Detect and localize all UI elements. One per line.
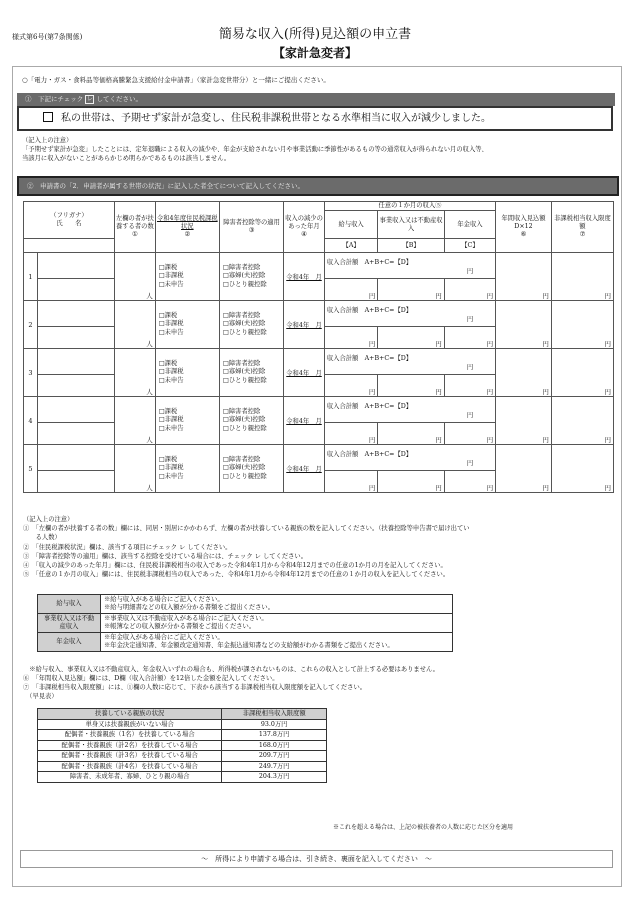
header-limit-label: 非課税相当収入限度額 [554, 215, 611, 230]
yen-unit: 円 [368, 340, 376, 348]
disability-option[interactable]: □ひとり親控除 [222, 376, 267, 384]
notes-section2 [23, 515, 617, 579]
yen-unit: 円 [368, 388, 376, 396]
quick-ref-status: 配偶者・扶養親族（計4名）を扶養している場合 [38, 761, 222, 772]
total-label: 収入合計額 A+B+C=【D】 [326, 450, 413, 458]
header-decrease-month-label: 収入の減少のあった年月 [285, 215, 323, 230]
quick-ref-header-status: 扶養している親族の状況 [38, 709, 222, 720]
yen-unit: 円 [435, 484, 442, 492]
business-field[interactable] [378, 471, 444, 493]
annual-field[interactable] [496, 397, 552, 445]
yen-unit: 円 [368, 436, 376, 444]
yen-unit: 円 [368, 292, 376, 300]
note-line: ※給与収入、事業収入又は不動産収入、年金収入いずれの場合も、所得税が課されないものは、これらの収入として計上する必要はありません。 [23, 666, 439, 673]
disability-option[interactable]: □ひとり親控除 [222, 328, 267, 336]
tax-option[interactable]: □非課税 [158, 464, 184, 472]
income-total-field[interactable] [324, 445, 495, 471]
tax-option[interactable]: □課税 [158, 311, 178, 319]
statement-text: 私の世帯は、予期せず家計が急変し、住民税非課税世帯となる水準相当に収入が減少しました。 [61, 113, 491, 124]
quick-ref-status: 配偶者・扶養親族（計3名）を扶養している場合 [38, 751, 222, 762]
yen-unit: 円 [486, 436, 494, 444]
decrease-month-field[interactable] [284, 253, 325, 301]
pension-field[interactable] [444, 327, 495, 349]
quick-ref-status: 配偶者・扶養親族（計2名）を扶養している場合 [38, 740, 222, 751]
header-n4: ④ [301, 231, 307, 238]
header-C: 【C】 [444, 239, 495, 253]
decrease-month-field[interactable] [284, 349, 325, 397]
header-decrease-month [284, 202, 325, 253]
docs-value [101, 595, 453, 614]
header-annual [496, 202, 552, 253]
header-dependents-label: 左欄の者が扶養する者の数 [115, 215, 154, 230]
disability-option[interactable]: □寡婦(夫)控除 [222, 368, 266, 376]
note-line: ⑤ 「任意の１か月の収入」欄には、住民税非課税相当の収入であった、令和4年1月から令和4年12月までの任意の１か月の収入を記入してください。 [23, 571, 450, 579]
income-total-field[interactable] [324, 349, 495, 375]
tax-option[interactable]: □未申告 [158, 376, 184, 384]
note-line: ⑦ 「非課税相当収入限度額」には、①欄の人数に応じて、下表から該当する非課税相当収入限度額を記入してください。 [23, 684, 367, 691]
yen-unit: 円 [604, 292, 611, 300]
tax-option[interactable]: □課税 [158, 407, 178, 415]
header-annual-label: 年間収入見込額 [501, 215, 546, 222]
yen-unit: 円 [486, 292, 494, 300]
disability-option[interactable]: □障害者控除 [222, 311, 261, 319]
yen-unit: 円 [486, 388, 494, 396]
header-A: 【A】 [324, 239, 378, 253]
docs-key: 年金収入 [38, 633, 101, 652]
limit-field[interactable] [551, 301, 613, 349]
quick-ref-header-limit: 非課税相当収入限度額 [222, 709, 327, 720]
month-text: 令和4年 月 [286, 466, 322, 473]
docs-line: ※事業収入又は不動産収入がある場合にご記入ください。 [104, 615, 268, 622]
header-n1: ① [132, 231, 138, 238]
quick-ref-limit: 137.8万円 [222, 730, 327, 741]
docs-key: 給与収入 [38, 595, 101, 614]
disability-option[interactable]: □ひとり親控除 [222, 424, 267, 432]
tax-status-options [155, 253, 219, 301]
business-field[interactable] [378, 375, 444, 397]
header-tax-status [155, 202, 219, 253]
statement-checkbox[interactable] [43, 112, 53, 122]
name-field[interactable] [37, 375, 114, 397]
tax-option[interactable]: □非課税 [158, 368, 184, 376]
name-field[interactable] [37, 471, 114, 493]
table-row [24, 253, 614, 279]
yen-unit: 円 [486, 484, 494, 492]
note-line: ③ 「障害者控除等の適用」欄は、該当する控除を受けている場合には、チェック レ してください。 [23, 552, 308, 560]
footer-note: ～ 所得により申請する場合は、引き続き、裏面を記入してください ～ [20, 850, 613, 868]
yen-unit: 円 [604, 340, 611, 348]
table-row [24, 397, 614, 423]
pension-field[interactable] [444, 279, 495, 301]
yen-unit: 円 [542, 340, 549, 348]
section1-bar [17, 93, 615, 106]
kana-field[interactable] [37, 253, 114, 279]
tax-option[interactable]: □未申告 [158, 280, 184, 288]
tax-status-options [155, 397, 219, 445]
yen-unit: 円 [466, 363, 474, 371]
header-B: 【B】 [378, 239, 444, 253]
month-text: 令和4年 月 [286, 418, 322, 425]
tax-option[interactable]: □課税 [158, 263, 178, 271]
page-title: 簡易な収入(所得)見込額の申立書 [218, 27, 412, 42]
yen-unit: 円 [542, 436, 549, 444]
disability-option[interactable]: □ひとり親控除 [222, 280, 267, 288]
note-line: ④ 「収入の減少のあった年月」欄には、住民税非課税相当の収入であった令和4年1月から令和4年12月までの任意の1か月の月を記入してください。 [23, 562, 447, 570]
note-line: （早見表） [23, 693, 58, 700]
quick-ref-status: 単身又は扶養親族がいない場合 [38, 719, 222, 730]
yen-unit: 円 [435, 340, 442, 348]
header-disability-label: 障害者控除等の適用 [223, 219, 280, 226]
quick-ref-limit: 249.7万円 [222, 761, 327, 772]
dependents-field[interactable] [115, 445, 156, 493]
header-business: 事業収入又は不動産収入 [378, 211, 444, 239]
note-line: ⑥ 「年間収入見込額」欄には、D欄（収入合計額）を12倍した金額を記入してください。 [23, 675, 279, 682]
person-unit: 人 [146, 436, 153, 444]
row-number: 2 [24, 301, 38, 349]
kana-field[interactable] [37, 397, 114, 423]
disability-option[interactable]: □寡婦(夫)控除 [222, 320, 266, 328]
tax-option[interactable]: □未申告 [158, 328, 184, 336]
disability-option[interactable]: □寡婦(夫)控除 [222, 272, 266, 280]
section1-bar-text: ① 下記にチェック [25, 95, 84, 103]
docs-line: ※年金決定通知書、年金額改定通知書、年金振込通知書などの支給額がわかる書類をご提出ください。 [104, 642, 394, 649]
check-mark-icon: レ [86, 95, 93, 103]
section1-notes [22, 136, 616, 163]
salary-field[interactable] [324, 471, 378, 493]
person-unit: 人 [146, 340, 153, 348]
tax-option[interactable]: □非課税 [158, 272, 184, 280]
header-dependents [115, 202, 156, 253]
annual-field[interactable] [496, 349, 552, 397]
limit-field[interactable] [551, 445, 613, 493]
header-n2: ② [184, 231, 191, 238]
month-text: 令和4年 月 [286, 274, 322, 281]
yen-unit: 円 [466, 315, 474, 323]
name-field[interactable] [37, 327, 114, 349]
header-annual-sub: D×12 [514, 223, 533, 230]
disability-options [219, 349, 283, 397]
quick-ref-status: 配偶者・扶養親族（1名）を扶養している場合 [38, 730, 222, 741]
person-unit: 人 [146, 388, 153, 396]
header-salary: 給与収入 [324, 211, 378, 239]
quick-ref-note: ※これを超える場合は、上記の被扶養者の人数に応じた区分を適用 [333, 824, 514, 831]
note-line: ① 「左欄の者が扶養する者の数」欄には、同居・別居にかかわらず、左欄の者が扶養している親族の数を記入してください。（扶養控除等申告書で届け出てい [23, 525, 470, 533]
docs-line: ※給与収入がある場合にご記入ください。 [104, 596, 224, 603]
note-line: 当該月に収入がないことがあらかじめ明らかであるものは該当しません。 [22, 155, 231, 162]
salary-field[interactable] [324, 327, 378, 349]
section1-bar-suffix: してください。 [96, 95, 142, 103]
row-number: 1 [24, 253, 38, 301]
yen-unit: 円 [486, 340, 494, 348]
row-number: 3 [24, 349, 38, 397]
disability-option[interactable]: □障害者控除 [222, 263, 261, 271]
yen-unit: 円 [604, 388, 611, 396]
quick-reference-table [37, 708, 327, 783]
header-name-label: 氏 名 [56, 220, 82, 227]
pension-field[interactable] [444, 375, 495, 397]
header-n7: ⑦ [579, 231, 586, 238]
row-number: 4 [24, 397, 38, 445]
disability-option[interactable]: □ひとり親控除 [222, 472, 267, 480]
person-unit: 人 [146, 484, 153, 492]
pension-field[interactable] [444, 423, 495, 445]
section2-bar: ② 申請書の「2．申請者が属する世帯の状況」に記入した者全てについて記入してください。 [17, 176, 619, 196]
yen-unit: 円 [604, 484, 611, 492]
disability-option[interactable]: □障害者控除 [222, 407, 261, 415]
disability-options [219, 397, 283, 445]
statement-box [17, 106, 613, 131]
business-field[interactable] [378, 327, 444, 349]
yen-unit: 円 [542, 292, 549, 300]
note-line: ② 「住民税課税状況」欄は、該当する項目にチェック レ してください。 [23, 543, 232, 551]
yen-unit: 円 [466, 411, 474, 419]
income-total-field[interactable] [324, 397, 495, 423]
limit-field[interactable] [551, 397, 613, 445]
quick-ref-limit: 93.0万円 [222, 719, 327, 730]
tax-status-options [155, 445, 219, 493]
quick-ref-limit: 168.0万円 [222, 740, 327, 751]
name-field[interactable] [37, 279, 114, 301]
header-kana: （フリガナ） [50, 212, 88, 219]
form-number: 様式第6号(第7条関係) [12, 33, 83, 41]
kana-field[interactable] [37, 445, 114, 471]
total-label: 収入合計額 A+B+C=【D】 [326, 354, 413, 362]
docs-line: ※年金収入がある場合にご記入ください。 [104, 634, 224, 641]
header-monthly-income: 任意の１か月の収入⑤ [324, 202, 495, 211]
yen-unit: 円 [466, 459, 474, 467]
table-row [24, 445, 614, 471]
notes-section3 [23, 665, 617, 701]
salary-field[interactable] [324, 375, 378, 397]
header-n6: ⑥ [520, 231, 527, 238]
dependents-field[interactable] [115, 301, 156, 349]
annual-field[interactable] [496, 253, 552, 301]
table-row [24, 349, 614, 375]
disability-options [219, 253, 283, 301]
dependents-field[interactable] [115, 397, 156, 445]
docs-key: 事業収入又は不動産収入 [38, 614, 101, 633]
disability-option[interactable]: □寡婦(夫)控除 [222, 464, 266, 472]
household-income-table [23, 201, 614, 493]
tax-status-options [155, 301, 219, 349]
income-total-field[interactable] [324, 253, 495, 279]
yen-unit: 円 [435, 292, 442, 300]
tax-status-options [155, 349, 219, 397]
note-line: る人数） [23, 534, 61, 542]
decrease-month-field[interactable] [284, 301, 325, 349]
docs-line: ※給与明細書などの収入額が分かる書類をご提出ください。 [104, 604, 275, 611]
disability-option[interactable]: □障害者控除 [222, 455, 261, 463]
table-row [24, 301, 614, 327]
header-limit [551, 202, 613, 253]
quick-ref-limit: 209.7万円 [222, 751, 327, 762]
tax-option[interactable]: □未申告 [158, 472, 184, 480]
pension-field[interactable] [444, 471, 495, 493]
yen-unit: 円 [435, 436, 442, 444]
header-blank [24, 239, 115, 253]
quick-ref-status: 障害者、未成年者、寡婦、ひとり親の場合 [38, 772, 222, 783]
yen-unit: 円 [435, 388, 442, 396]
header-tax-status-label: 令和4年度住民税課税状況 [156, 215, 218, 230]
docs-line: ※帳簿などの収入額が分かる書類をご提出ください。 [104, 623, 256, 630]
decrease-month-field[interactable] [284, 397, 325, 445]
quick-ref-limit: 204.3万円 [222, 772, 327, 783]
annual-field[interactable] [496, 301, 552, 349]
header-disability [219, 202, 283, 253]
name-field[interactable] [37, 423, 114, 445]
header-name [24, 202, 115, 239]
dependents-field[interactable] [115, 349, 156, 397]
disability-options [219, 301, 283, 349]
note-line: 「予期せず家計が急変」したことには、定年退職による収入の減少や、年金が支給されない月や事業活動に季節性があるもの等の通常収入が得られない月の収入等、 [22, 146, 488, 153]
person-unit: 人 [146, 292, 153, 300]
yen-unit: 円 [542, 484, 549, 492]
salary-field[interactable] [324, 279, 378, 301]
month-text: 令和4年 月 [286, 322, 322, 329]
business-field[interactable] [378, 279, 444, 301]
total-label: 収入合計額 A+B+C=【D】 [326, 258, 413, 266]
disability-option[interactable]: □障害者控除 [222, 359, 261, 367]
header-n3: ③ [248, 227, 255, 234]
documents-table [37, 594, 453, 652]
tax-option[interactable]: □非課税 [158, 320, 184, 328]
disability-option[interactable]: □寡婦(夫)控除 [222, 416, 266, 424]
total-label: 収入合計額 A+B+C=【D】 [326, 306, 413, 314]
yen-unit: 円 [466, 267, 474, 275]
income-total-field[interactable] [324, 301, 495, 327]
business-field[interactable] [378, 423, 444, 445]
yen-unit: 円 [368, 484, 376, 492]
page-subtitle: 【家計急変者】 [272, 46, 357, 60]
total-label: 収入合計額 A+B+C=【D】 [326, 402, 413, 410]
docs-value [101, 614, 453, 633]
yen-unit: 円 [604, 436, 611, 444]
kana-field[interactable] [37, 349, 114, 375]
decrease-month-field[interactable] [284, 445, 325, 493]
annual-field[interactable] [496, 445, 552, 493]
docs-value [101, 633, 453, 652]
row-number: 5 [24, 445, 38, 493]
month-text: 令和4年 月 [286, 370, 322, 377]
dependents-field[interactable] [115, 253, 156, 301]
note-line: （記入上の注意） [23, 516, 74, 523]
kana-field[interactable] [37, 301, 114, 327]
tax-option[interactable]: □課税 [158, 455, 178, 463]
limit-field[interactable] [551, 349, 613, 397]
yen-unit: 円 [542, 388, 549, 396]
tax-option[interactable]: □非課税 [158, 416, 184, 424]
tax-option[interactable]: □未申告 [158, 424, 184, 432]
note-line: （記入上の注意） [22, 137, 73, 144]
intro-text: ○「電力・ガス・食料品等価格高騰緊急支援給付金申請書」（家計急変世帯分）と一緒にご提出ください。 [22, 76, 330, 84]
tax-option[interactable]: □課税 [158, 359, 178, 367]
disability-options [219, 445, 283, 493]
limit-field[interactable] [551, 253, 613, 301]
header-pension: 年金収入 [444, 211, 495, 239]
salary-field[interactable] [324, 423, 378, 445]
